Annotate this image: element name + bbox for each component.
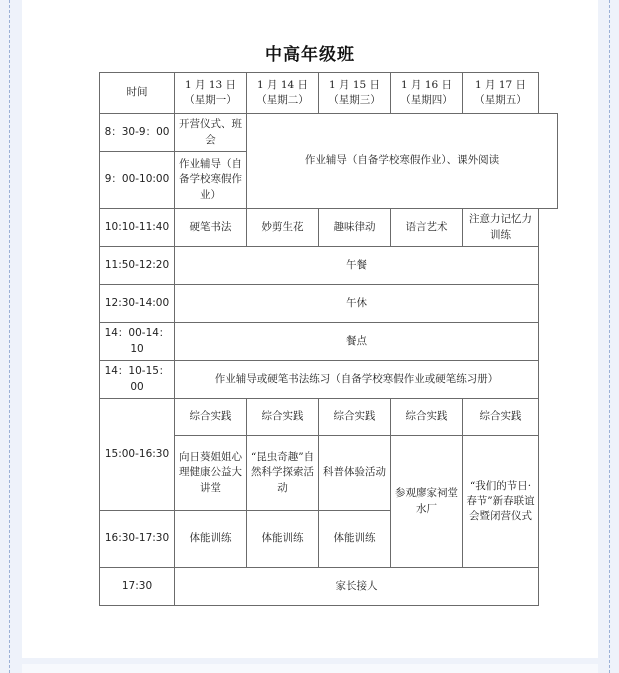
time-cell: 16:30-17:30	[100, 511, 175, 568]
time-cell: 17:30	[100, 568, 175, 606]
activity-cell: 综合实践	[175, 399, 247, 436]
activity-cell-merged: 餐点	[175, 323, 539, 361]
activity-cell: 综合实践	[391, 399, 463, 436]
activity-cell-merged: 家长接人	[175, 568, 539, 606]
activity-cell: 综合实践	[463, 399, 539, 436]
table-row	[100, 285, 558, 323]
activity-cell: 向日葵姐姐心理健康公益大讲堂	[175, 436, 247, 511]
time-cell: 11:50-12:20	[100, 247, 175, 285]
header-time: 时间	[100, 73, 175, 114]
bottom-strip	[22, 664, 598, 673]
content-card	[22, 0, 598, 658]
table-row	[100, 568, 558, 606]
activity-cell: 体能训练	[175, 511, 247, 568]
activity-cell: 参观廖家祠堂水厂	[391, 436, 463, 568]
time-cell: 14：00-14：10	[100, 323, 175, 361]
activity-cell: 语言艺术	[391, 209, 463, 247]
time-cell: 9：00-10:00	[100, 152, 175, 209]
table-row	[100, 399, 558, 436]
activity-cell-merged: 作业辅导（自备学校寒假作业）、课外阅读	[247, 114, 558, 209]
schedule-table	[99, 72, 558, 606]
table-row	[100, 323, 558, 361]
time-cell: 15:00-16:30	[100, 399, 175, 511]
right-dashed-guide	[609, 0, 610, 673]
table-row	[100, 209, 558, 247]
activity-cell-merged: 午休	[175, 285, 539, 323]
time-cell: 10:10-11:40	[100, 209, 175, 247]
time-cell: 8：30-9：00	[100, 114, 175, 152]
activity-cell: 作业辅导（自备学校寒假作业）	[175, 152, 247, 209]
activity-cell: 科普体验活动	[319, 436, 391, 511]
activity-cell: 综合实践	[247, 399, 319, 436]
activity-cell: 体能训练	[319, 511, 391, 568]
header-day-thu: 1 月 16 日 （星期四）	[391, 73, 463, 114]
table-row	[100, 114, 558, 152]
activity-cell: 趣味律动	[319, 209, 391, 247]
page-title: 中高年级班	[265, 45, 355, 65]
activity-cell: 妙剪生花	[247, 209, 319, 247]
time-cell: 14：10-15：00	[100, 361, 175, 399]
activity-cell: “昆虫奇趣”自然科学探索活动	[247, 436, 319, 511]
header-day-wed: 1 月 15 日 （星期三）	[319, 73, 391, 114]
table-row	[100, 247, 558, 285]
activity-cell-merged: 午餐	[175, 247, 539, 285]
activity-cell: 硬笔书法	[175, 209, 247, 247]
header-day-tue: 1 月 14 日 （星期二）	[247, 73, 319, 114]
header-day-fri: 1 月 17 日 （星期五）	[463, 73, 539, 114]
activity-cell: 注意力记忆力训练	[463, 209, 539, 247]
left-dashed-guide	[9, 0, 10, 673]
activity-cell: 开营仪式、班会	[175, 114, 247, 152]
header-row	[100, 73, 558, 114]
activity-cell-merged: 作业辅导或硬笔书法练习（自备学校寒假作业或硬笔练习册）	[175, 361, 539, 399]
table-row	[100, 361, 558, 399]
activity-cell: 体能训练	[247, 511, 319, 568]
activity-cell: 综合实践	[319, 399, 391, 436]
time-cell: 12:30-14:00	[100, 285, 175, 323]
activity-cell: “我们的节日·春节”新春联谊会暨闭营仪式	[463, 436, 539, 568]
header-day-mon: 1 月 13 日 （星期一）	[175, 73, 247, 114]
